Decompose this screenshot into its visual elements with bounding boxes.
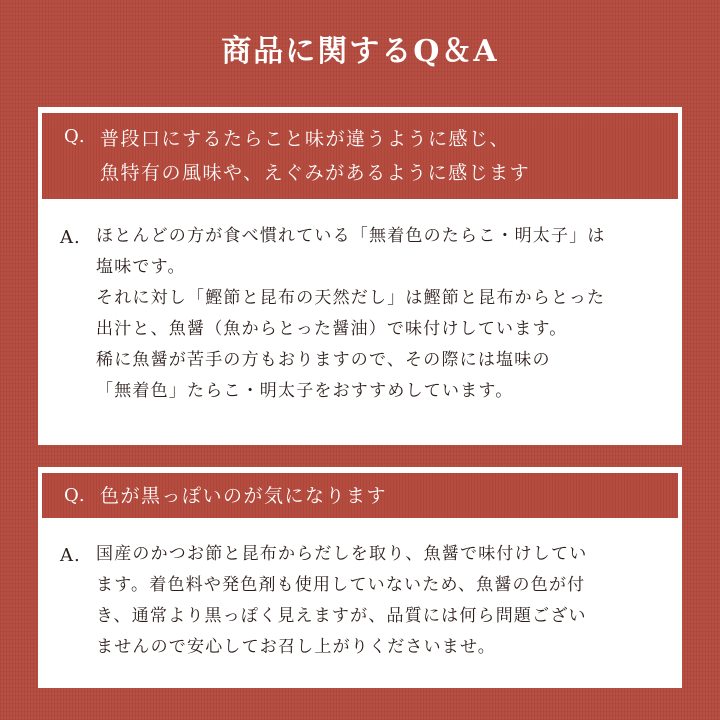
answer-marker: A. — [60, 545, 81, 566]
answer-line: 稀に魚醤が苦手の方もおりますので、その際には塩味の — [96, 350, 551, 370]
page-title: 商品に関するQ＆A — [221, 34, 499, 69]
qa-card-1 — [38, 107, 682, 445]
answer-line: き、通常より黒っぽく見えますが、品質には何ら問題ござい — [96, 606, 587, 626]
qa-card-2 — [38, 467, 682, 688]
answer-line: 塩味です。 — [96, 257, 186, 277]
answer-line: 出汁と、魚醤（魚からとった醤油）で味付けしています。 — [96, 319, 568, 339]
answer-marker: A. — [60, 227, 81, 248]
answer-line: 国産のかつお節と昆布からだしを取り、魚醤で味付けしてい — [96, 544, 588, 564]
answer-line: 「無着色」たらこ・明太子をおすすめしています。 — [96, 381, 514, 401]
question-marker: Q. — [64, 126, 86, 147]
answer-line: ませんので安心してお召し上がりくださいませ。 — [96, 637, 496, 657]
question-marker: Q. — [64, 485, 86, 506]
answer-line: それに対し「鰹節と昆布の天然だし」は鰹節と昆布からとった — [96, 288, 606, 308]
question-text — [100, 479, 660, 513]
question-text — [100, 122, 660, 190]
question-line: 色が黒っぽいのが気になります — [100, 485, 388, 507]
question-line: 普段口にするたらこと味が違うように感じ、 — [100, 128, 511, 150]
question-bar-2 — [42, 473, 678, 518]
answer-line: ほとんどの方が食べ慣れている「無着色のたらこ・明太子」は — [96, 226, 606, 246]
answer-line: ます。着色料や発色剤も使用していないため、魚醤の色が付 — [96, 575, 586, 595]
answer-text — [96, 539, 676, 663]
question-bar-1 — [42, 113, 678, 199]
answer-text — [96, 221, 676, 407]
question-line: 魚特有の風味や、えぐみがあるように感じます — [100, 162, 531, 184]
